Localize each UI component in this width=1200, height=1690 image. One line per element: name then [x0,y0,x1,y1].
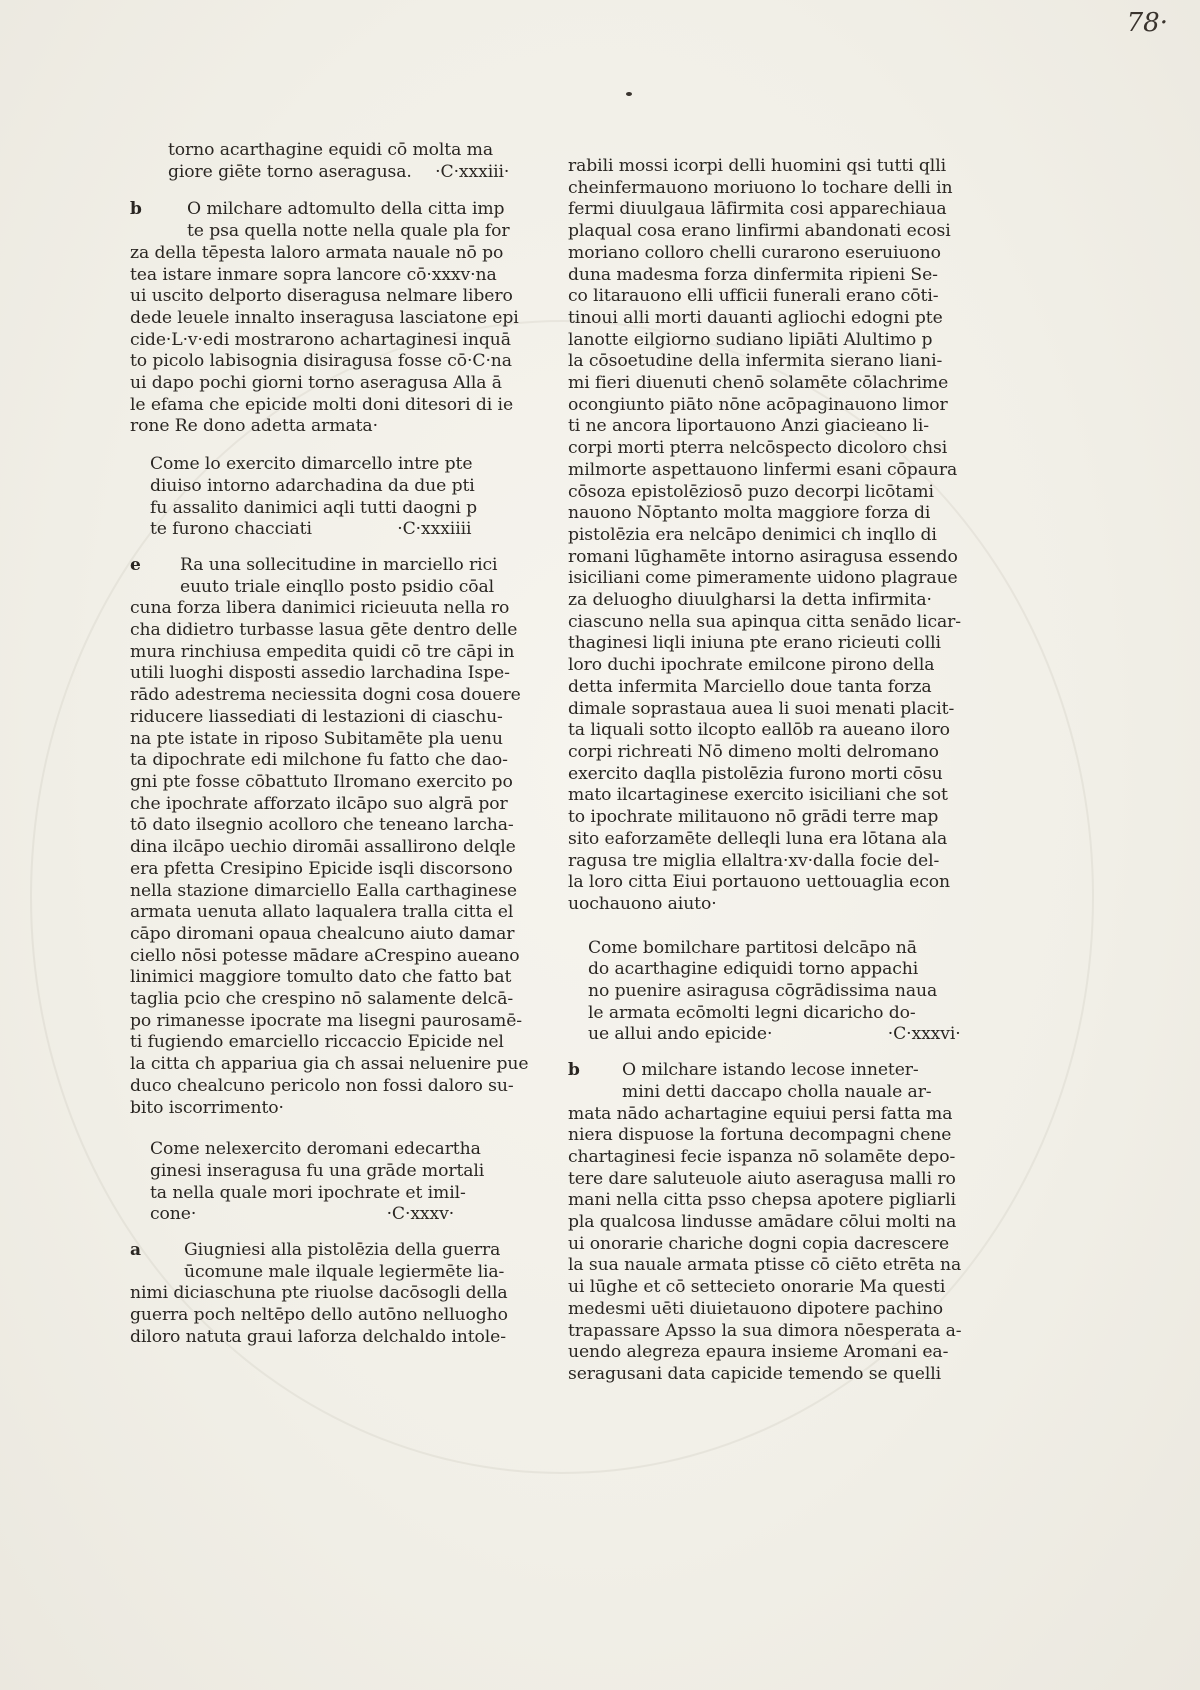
right-column [568,156,962,1386]
heading-line-content: ue allui ando epicide· [588,1024,773,1045]
text-line: pla qualcosa lindusse amādare cōlui molti na [568,1212,957,1233]
text-line: mata nādo achartagine equiui persi fatta ma [568,1103,953,1124]
text-line: O milchare adtomulto della citta imp [187,199,505,220]
text-line: ui onorarie chariche dogni copia dacrescere [568,1233,950,1254]
text-line: mato ilcartaginese exercito isiciliani che sot [568,785,948,806]
text-line: le efama che epicide molti doni ditesori di ie [130,394,514,415]
text-line: Giugniesi alla pistolēzia della guerra [184,1240,501,1261]
text-line: nella stazione dimarciello Ealla carthaginese [130,880,517,901]
heading-line: diuiso intorno adarchadina da due pti [150,475,475,496]
heading-line-content: cone· [150,1204,197,1225]
initial-letter: a [130,1240,141,1261]
paragraph-2 [130,554,529,1119]
text-line: mura rinchiusa empedita quidi cō tre cāpi in [130,641,515,662]
heading-line: Come lo exercito dimarcello intre pte [150,454,473,475]
text-line: che ipochrate afforzato ilcāpo suo algrā por [130,793,508,814]
heading-line-content: te furono chacciati [150,519,312,540]
text-line: ciascuno nella sua apinqua citta senādo licar- [568,611,961,632]
text-line: duco chealcuno pericolo non fossi daloro su- [130,1075,514,1096]
paragraph-4 [568,1060,962,1386]
text-line: la sua nauale armata ptisse cō ciēto etrēta na [568,1255,962,1276]
text-line: sito eaforzamēte delleqli luna era lōtana ala [568,828,948,849]
text-line: ragusa tre miglia ellaltra·xv·dalla focie del- [568,850,940,871]
text-line: dede leuele innalto inseragusa lasciatone epi [130,307,519,328]
text-line: bito iscorrimento· [130,1097,284,1118]
text-line: cōsoza epistolēziosō puzo decorpi licōtami [568,481,934,502]
initial-letter: e [130,554,141,575]
text-line: na pte istate in riposo Subitamēte pla uenu [130,728,503,749]
text-line: ocongiunto piāto nōne acōpaginauono limor [568,394,948,415]
text-line: za deluogho diuulgharsi la detta infirmita· [568,590,932,611]
heading-line: no puenire asiragusa cōgrādissima naua [588,981,938,1002]
text-line: riducere liassediati di lestazioni di ciaschu- [130,706,503,727]
heading-line: Come nelexercito deromani edecartha [150,1139,481,1160]
text-line: uochauono aiuto· [568,893,717,914]
text-line: ui uscito delporto diseragusa nelmare libero [130,286,513,307]
text-line [130,161,510,184]
chapter-number: ·C·xxxvi· [887,1024,961,1045]
text-line: cuna forza libera danimici ricieuuta nella ro [130,598,510,619]
text-line: la cōsoetudine della infermita sierano liani- [568,351,943,372]
left-column [130,140,529,1349]
text-line: medesmi uēti diuietauono dipotere pachino [568,1298,944,1319]
text-line: corpi richreati Nō dimeno molti delromano [568,741,939,762]
text-line: isiciliani come pimeramente uidono plagraue [568,568,958,589]
text-line: la citta ch appariua gia ch assai neluenire pue [130,1054,529,1075]
text-line: guerra poch neltēpo dello autōno nelluogho [130,1305,508,1326]
text-line: ūcomune male ilquale legiermēte lia- [184,1261,505,1282]
text-line: uendo alegreza epaura insieme Aromani ea- [568,1342,949,1363]
text-line: ta dipochrate edi milchone fu fatto che dao- [130,750,508,771]
text-line: nauono Nōptanto molta maggiore forza di [568,503,931,524]
heading-line [588,1024,961,1046]
initial-letter: b [130,199,142,220]
text-line: rone Re dono adetta armata· [130,416,378,437]
text-line: mani nella citta psso chepsa apotere pigliarli [568,1190,956,1211]
chapter-number: ·C·xxxiiii [397,519,472,540]
text-line: corpi morti pterra nelcōspecto dicoloro chsi [568,438,948,459]
chapter-heading [568,937,961,1047]
text-line: tinoui alli morti dauanti agliochi edogni pte [568,307,943,328]
heading-line: Come bomilchare partitosi delcāpo nā [588,937,917,958]
text-line: ui dapo pochi giorni torno aseragusa Alla ā [130,373,502,394]
text-line: za della tēpesta laloro armata nauale nō po [130,242,504,263]
text-line: utili luoghi disposti assedio larchadina Ispe- [130,663,510,684]
text-line: trapassare Apsso la sua dimora nōesperata a- [568,1320,962,1341]
heading-line [150,1204,500,1226]
text-line: ta liquali sotto ilcopto eallōb ra aueano iloro [568,720,950,741]
text-line: duna madesma forza dinfermita ripieni Se- [568,264,938,285]
ink-dot [626,92,632,96]
text-line-content: giore giēte torno aseragusa. [168,161,412,182]
heading-line: fu assalito danimici aqli tutti daogni p [150,497,478,518]
text-line: te psa quella notte nella quale pla for [187,221,510,242]
chapter-heading [130,454,500,541]
text-line: ui lūghe et cō settecieto onorarie Ma questi [568,1277,946,1298]
text-line: ciello nōsi potesse mādare aCrespino aueano [130,945,520,966]
opening-lines [130,140,510,183]
text-line: tō dato ilsegnio acolloro che teneano larcha- [130,815,514,836]
text-line: ti fugiendo emarciello riccaccio Epicide nel [130,1032,504,1053]
text-line: rabili mossi icorpi delli huomini qsi tutti qlli [568,156,946,176]
heading-line: ginesi inseragusa fu una grāde mortali [150,1160,485,1181]
text-line: mini detti daccapo cholla nauale ar- [622,1081,932,1102]
text-line: fermi diuulgaua lāfirmita cosi apparechiaua [568,199,947,220]
text-line: gni pte fosse cōbattuto Ilromano exercito po [130,771,513,792]
heading-line: do acarthagine ediquidi torno appachi [588,959,919,980]
text-line: plaqual cosa erano linfirmi abandonati ecosi [568,221,951,242]
text-line: euuto triale einqllo posto psidio cōal [180,576,495,597]
text-line: cheinfermauono moriuono lo tochare delli in [568,177,953,198]
text-line: la loro citta Eiui portauono uettouaglia econ [568,872,950,893]
text-line: cha didietro turbasse lasua gēte dentro delle [130,620,518,641]
text-line: torno acarthagine equidi cō molta ma [168,140,493,160]
text-line: rādo adestrema neciessita dogni cosa douere [130,685,521,706]
text-line: tere dare saluteuole aiuto aseragusa malli ro [568,1168,956,1189]
paragraph-1 [130,199,519,438]
heading-line: ta nella quale mori ipochrate et imil- [150,1182,466,1203]
heading-line: le armata ecōmolti legni dicaricho do- [588,1002,916,1023]
text-line: milmorte aspettauono linfermi esani cōpaura [568,459,958,480]
text-line: moriano colloro chelli curarono eseruiuono [568,242,941,263]
text-line: chartaginesi fecie ispanza nō solamēte depo- [568,1146,956,1167]
text-line: tea istare inmare sopra lancore cō·xxxv·na [130,264,497,285]
folio-number: 78· [1126,8,1168,38]
text-line: seragusani data capicide temendo se quelli [568,1363,942,1384]
text-line: pistolēzia era nelcāpo denimici ch inqllo di [568,524,937,545]
text-line: mi fieri diuenuti chenō solamēte cōlachrime [568,373,949,394]
text-line: cāpo diromani opaua chealcuno aiuto damar [130,923,515,944]
heading-line [150,519,500,541]
text-line: linimici maggiore tomulto dato che fatto bat [130,967,512,988]
text-line: co litarauono elli ufficii funerali erano cōti- [568,286,939,307]
text-line: era pfetta Cresipino Epicide isqli discorsono [130,858,513,879]
text-line: Ra una sollecitudine in marciello rici [180,554,498,575]
paragraph-continued [568,156,961,916]
initial-letter: b [568,1060,580,1081]
paragraph-3 [130,1240,508,1349]
text-line: taglia pcio che crespino nō salamente delcā- [130,989,514,1010]
text-line: dina ilcāpo uechio diromāi assallirono delqle [130,837,516,858]
text-line: detta infermita Marciello doue tanta forza [568,676,932,697]
text-line: diloro natuta graui laforza delchaldo intole- [130,1326,506,1347]
text-line: thaginesi liqli iniuna pte erano ricieuti colli [568,633,941,654]
text-line: nimi diciaschuna pte riuolse dacōsogli della [130,1283,508,1304]
text-line: po rimanesse ipocrate ma lisegni paurosamē- [130,1010,523,1031]
text-line: loro duchi ipochrate emilcone pirono della [568,655,935,676]
text-line: cide·L·v·edi mostrarono achartaginesi inquā [130,329,511,350]
chapter-number: ·C·xxxiii· [435,161,510,182]
text-line: romani lūghamēte intorno asiragusa essendo [568,546,958,567]
text-line: armata uenuta allato laqualera tralla citta el [130,902,514,923]
text-line: dimale soprastaua auea li suoi menati placit- [568,698,955,719]
text-line: ti ne ancora liportauono Anzi giacieano li- [568,416,929,437]
text-line: exercito daqlla pistolēzia furono morti cōsu [568,763,943,784]
chapter-heading [130,1139,500,1226]
text-line: lanotte eilgiorno sudiano lipiāti Alultimo p [568,329,933,350]
chapter-number: ·C·xxxv· [386,1204,455,1225]
text-line: O milchare istando lecose inneter- [622,1060,919,1081]
text-line: to picolo labisognia disiragusa fosse cō·C·na [130,351,512,372]
text-line: to ipochrate militauono nō grādi terre map [568,807,939,828]
text-line: niera dispuose la fortuna decompagni chene [568,1125,952,1146]
